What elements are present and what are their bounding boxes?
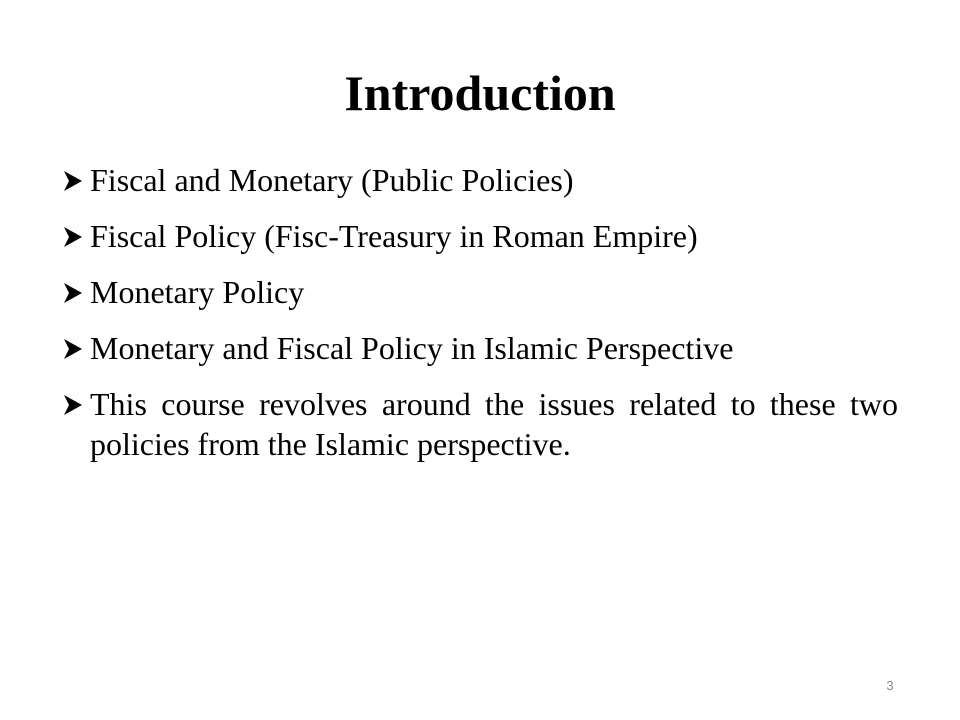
arrowhead-bullet-icon: [62, 338, 84, 360]
page-number: 3: [886, 678, 894, 693]
bullet-item: [62, 216, 898, 256]
bullet-text: This course revolves around the issues related to these two policies from the Islamic perspective.: [90, 386, 898, 462]
bullet-text: Fiscal and Monetary (Public Policies): [90, 162, 574, 198]
bullet-item: [62, 160, 898, 200]
arrowhead-bullet-icon: [62, 170, 84, 192]
bullet-list: [62, 160, 898, 480]
slide-title: Introduction: [344, 65, 616, 121]
bullet-item: [62, 328, 898, 368]
arrowhead-bullet-icon: [62, 226, 84, 248]
arrowhead-bullet-icon: [62, 394, 84, 416]
bullet-text: Monetary Policy: [90, 274, 305, 310]
bullet-text: Monetary and Fiscal Policy in Islamic Perspective: [90, 330, 734, 366]
bullet-item: [62, 384, 898, 464]
arrowhead-bullet-icon: [62, 282, 84, 304]
bullet-item: [62, 272, 898, 312]
bullet-text: Fiscal Policy (Fisc-Treasury in Roman Empire): [90, 218, 698, 254]
